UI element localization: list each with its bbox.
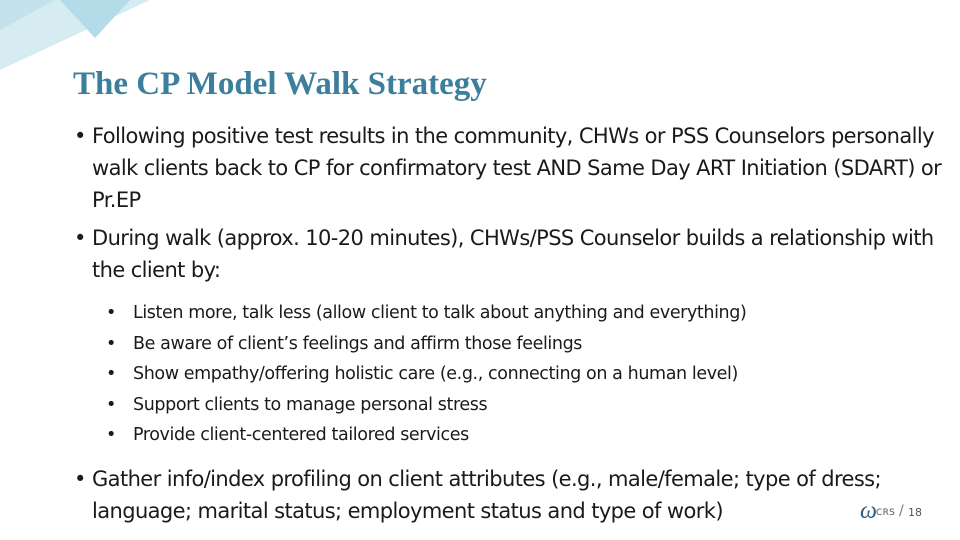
slide-title: The CP Model Walk Strategy <box>73 66 487 102</box>
crs-logo-icon: ω <box>860 498 877 524</box>
sub-bullet-item: • Show empathy/offering holistic care (e.g., connecting on a human level) <box>106 359 942 390</box>
bullet-item: • Following positive test results in the community, CHWs or PSS Counselors personally walk clients back to CP for confirmatory test AND Same Day ART Initiation (SDART) or Pr.EP <box>72 120 942 216</box>
footer-separator: / <box>899 503 904 519</box>
corner-decoration <box>0 0 150 70</box>
page-number: 18 <box>908 506 922 519</box>
bullet-text: During walk (approx. 10-20 minutes), CHWs/PSS Counselor builds a relationship with the client by: <box>92 226 934 282</box>
footer-brand: CRS <box>876 508 896 518</box>
sub-bullet-item: • Support clients to manage personal stress <box>106 390 942 421</box>
sub-bullet-item: • Be aware of client’s feelings and affirm those feelings <box>106 329 942 360</box>
bullet-list <box>72 120 942 527</box>
bullet-item: • Gather info/index profiling on client attributes (e.g., male/female; type of dress; language; marital status; employment status and type of work) <box>72 463 942 527</box>
sub-bullet-item: • Listen more, talk less (allow client to talk about anything and everything) <box>106 298 942 329</box>
sub-bullet-item: • Provide client-centered tailored services <box>106 420 942 451</box>
slide-body <box>72 120 942 533</box>
sub-bullet-list <box>106 298 942 451</box>
bullet-item <box>72 222 942 451</box>
